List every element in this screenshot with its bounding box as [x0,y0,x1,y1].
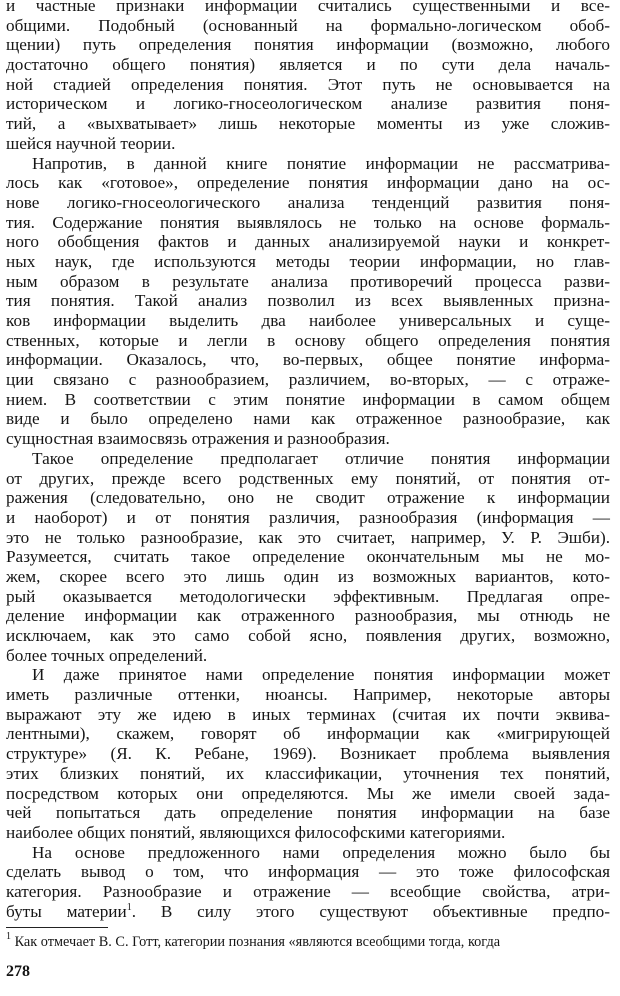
line-text: наиболее общих понятий, являющихся философскими категориями. [6,822,506,842]
line-text: от других, прежде всего родственных ему понятий, от понятия от- [6,468,610,488]
footnote-text: Как отмечает В. С. Готт, категории познания «являются всеобщими тогда, когда [11,934,501,950]
line-text: щении) путь определения понятия информации (возможно, любого [6,35,610,55]
line-text: деление информации как отраженного разнообразия, мы отнюдь не [6,606,610,626]
text-line [6,587,610,607]
line-text: и наоборот) и от понятия различия, разнообразия (информация — [6,507,610,527]
line-text: этих близких понятий, их классификации, уточнения тех понятий, [6,763,610,783]
text-line [6,55,610,75]
text-line [6,803,610,823]
line-text: виде и было определено нами как отраженное разнообразие, как [6,409,610,429]
text-line [6,232,610,252]
text-line [6,154,610,174]
line-text: исключаем, как это само собой ясно, появления других, возможно, [6,626,610,645]
line-text: буты материи [6,901,127,921]
line-text: шейся научной теории. [6,133,176,153]
footnote-rule [6,927,108,928]
text-line [6,429,610,449]
text-line [6,134,610,154]
text-line [6,469,610,489]
text-line [6,252,610,272]
text-line [6,114,610,134]
line-text: историческом и логико-гносеологическом анализе развития поня- [6,94,610,114]
text-line [6,705,610,725]
text-line [6,626,610,646]
text-line [6,173,610,193]
line-text-tail: . В силу этого существуют объективные предпо- [131,901,610,921]
page-number: 278 [6,963,30,980]
text-line [6,685,610,705]
body-text [6,0,610,921]
line-text: ных наук, где используются методы теории информации, но глав- [6,251,610,271]
line-text: посредством которых они определяются. Мы же имели своей зада- [6,783,610,803]
line-text: ции связано с разнообразием, различием, во-вторых, — с отраже- [6,370,610,390]
text-line [6,16,610,36]
text-line [6,646,610,666]
text-line [6,882,610,902]
line-text: сущностная взаимосвязь отражения и разнообразия. [6,429,390,449]
text-line [6,764,610,784]
line-text: нове логико-гносеологического анализа тенденций развития поня- [6,192,610,212]
text-line [6,35,610,55]
line-text: ков информации выделить два наиболее универсальных и суще- [6,311,610,330]
text-line [6,75,610,95]
line-text: информации. Оказалось, что, во-первых, общее понятие информа- [6,350,610,370]
text-line [6,291,610,311]
text-line [6,567,610,587]
line-text: ным образом в результате анализа противоречий процесса разви- [6,271,610,291]
line-text: тий, а «выхватывает» лишь некоторые моменты из уже сложив- [6,114,610,134]
line-text: нием. В соответствии с этим понятие информации в самом общем [6,389,610,409]
line-text: ственных, которые и легли в основу общего определения понятия [6,330,610,350]
text-line [6,193,610,213]
line-text: иметь различные оттенки, нюансы. Например, некоторые авторы [6,685,610,705]
text-line [6,311,610,331]
text-line [6,843,610,863]
text-line [6,449,610,469]
line-text: тия. Содержание понятия выявлялось не только на основе формаль- [6,212,610,232]
line-text: структуре» (Я. К. Ребане, 1969). Возникает проблема выявления [6,744,610,764]
line-text: тия понятия. Такой анализ позволил из всех выявленных призна- [6,291,610,311]
text-line [6,488,610,508]
text-line [6,744,610,764]
text-line [6,409,610,429]
text-line [6,724,610,744]
text-line [6,94,610,114]
text-line [6,213,610,233]
line-text: ражения (следовательно, оно не сводит отражение к информации [6,488,610,508]
line-text: лентными), скажем, говорят об информации как «мигрирующей [6,724,610,744]
line-text: лось как «готовое», определение понятия информации дано на ос- [6,173,610,193]
line-text: категория. Разнообразие и отражение — всеобщие свойства, атри- [6,881,610,901]
line-text: чей попытаться дать определение понятия информации на базе [6,803,610,823]
text-line [6,390,610,410]
line-text: На основе предложенного нами определения можно было бы [32,842,610,862]
text-line [6,665,610,685]
footnote-line [6,931,610,951]
text-line [6,272,610,292]
line-text: ной стадией определения понятия. Этот путь не основывается на [6,74,610,94]
line-text: достаточно общего понятия) является и по сути дела началь- [6,55,610,75]
text-line [6,784,610,804]
line-text: выражают эту же идею в иных терминах (считая их почти эквива- [6,704,610,724]
line-text: сделать вывод о том, что информация — это тоже философская [6,862,610,882]
footnote-marker: 1 [6,931,11,942]
text-line [6,902,610,922]
line-text: Разумеется, считать такое определение окончательным мы не мо- [6,547,610,567]
line-text: рый оказывается методологически эффективным. Предлагая опре- [6,586,610,606]
line-text: и частные признаки информации считались существенными и все- [6,0,610,15]
text-line [6,606,610,626]
text-line [6,862,610,882]
line-text: Напротив, в данной книге понятие информации не рассматрива- [32,153,610,173]
line-text: это не только разнообразие, как это считает, например, У. Р. Эшби). [6,527,610,547]
line-text: ного обобщения фактов и данных анализируемой науки и конкрет- [6,232,610,252]
text-line [6,823,610,843]
text-line [6,508,610,528]
text-line [6,0,610,16]
line-text: более точных определений. [6,645,208,665]
footnote-ref: 1 [126,901,132,913]
text-line [6,350,610,370]
text-line [6,370,610,390]
line-text: Такое определение предполагает отличие понятия информации [32,448,610,468]
line-text: жем, скорее всего это лишь один из возможных вариантов, кото- [6,566,610,586]
line-text: общими. Подобный (основанный на формально-логическом обоб- [6,15,610,35]
text-line [6,547,610,567]
line-text: И даже принятое нами определение понятия информации может [32,665,610,685]
text-line [6,528,610,548]
text-line [6,331,610,351]
footnote [6,931,610,951]
